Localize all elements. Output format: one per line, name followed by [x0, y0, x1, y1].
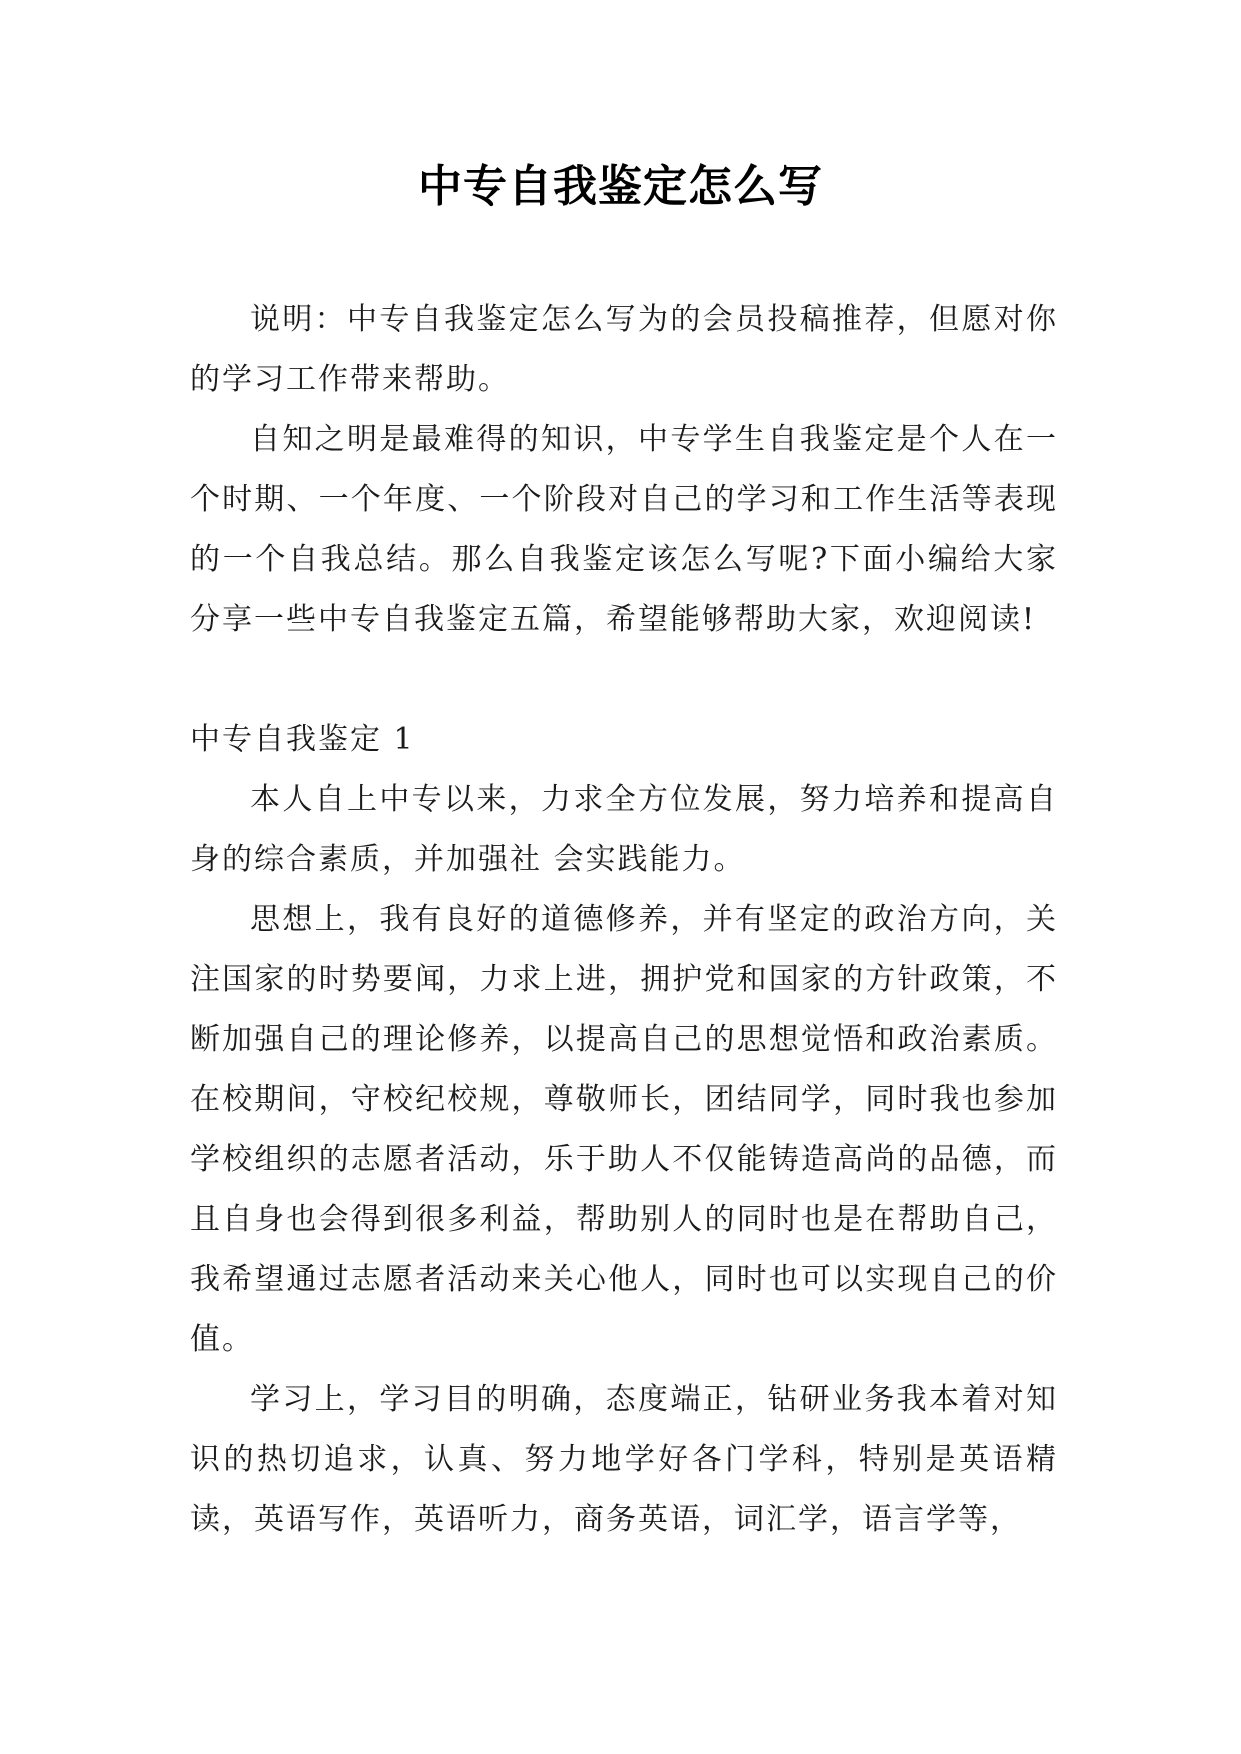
section-paragraph: 思想上，我有良好的道德修养，并有坚定的政治方向，关注国家的时势要闻，力求上进，拥护党和国家的方针政策，不断加强自己的理论修养，以提高自己的思想觉悟和政治素质。在校期间，守校纪校规，尊敬师长，团结同学，同时我也参加学校组织的志愿者活动，乐于助人不仅能铸造高尚的品德，而且自身也会得到很多利益，帮助别人的同时也是在帮助自己，我希望通过志愿者活动来关心他人，同时也可以实现自己的价值。	[190, 902, 1058, 1357]
intro-paragraph: 自知之明是最难得的知识，中专学生自我鉴定是个人在一个时期、一个年度、一个阶段对自己的学习和工作生活等表现的一个自我总结。那么自我鉴定该怎么写呢?下面小编给大家分享一些中专自我鉴定五篇，希望能够帮助大家，欢迎阅读!	[190, 422, 1058, 637]
document-body	[190, 290, 1058, 1550]
document-title: 中专自我鉴定怎么写	[418, 161, 823, 212]
section-paragraph: 本人自上中专以来，力求全方位发展，努力培养和提高自身的综合素质，并加强社 会实践能力。	[190, 782, 1058, 877]
section-heading: 中专自我鉴定 1	[190, 722, 415, 757]
intro-paragraph: 说明：中专自我鉴定怎么写为的会员投稿推荐，但愿对你的学习工作带来帮助。	[190, 302, 1058, 397]
section-paragraph: 学习上，学习目的明确，态度端正，钻研业务我本着对知识的热切追求，认真、努力地学好各门学科，特别是英语精读，英语写作，英语听力，商务英语，词汇学，语言学等，	[190, 1382, 1058, 1537]
